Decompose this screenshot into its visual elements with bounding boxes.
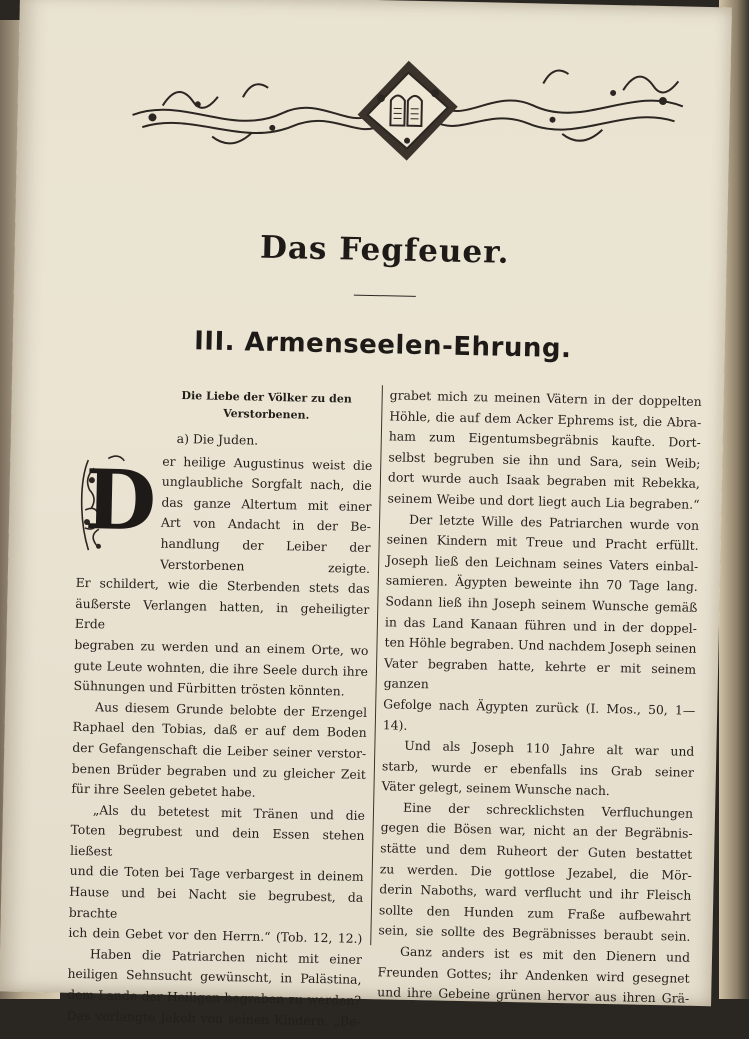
- text-line: seinem Weibe und dort liegt auch Lia begraben.“: [387, 488, 699, 515]
- text-line: dem Lande der Heiligen begraben zu werden?: [67, 985, 361, 1012]
- text-line: samieren. Ägypten beweinte ihn 70 Tage lang.: [386, 571, 698, 598]
- text-line: zu werden. Die gottlose Jezabel, die Mör-: [380, 859, 692, 886]
- text-line: stätte und dem Ruheort der Guten bestattet: [380, 838, 692, 865]
- text-line: Ganz anders ist es mit den Dienern und: [378, 941, 690, 968]
- paragraph-raphael: [71, 697, 367, 806]
- text-line: Vater begraben hatte, kehrte er mit seinem ganzen: [383, 653, 696, 701]
- text-line: sein, sie sollte des Begräbnisses beraubt sein.: [378, 921, 690, 948]
- section-heading: Die Liebe der Völker zu den Verstorbenen.: [159, 387, 374, 425]
- text-line: gegen die Bösen war, nicht an der Begräbnis-: [380, 818, 692, 845]
- drop-cap-letter: D: [82, 450, 158, 552]
- text-line: ten Höhle begraben. Und nachdem Joseph seinen: [384, 632, 696, 659]
- text-line: Freunden Gottes; ihr Andenken wird gesegnet: [377, 962, 689, 989]
- text-line: starb, wurde er ebenfalls ins Grab seiner: [382, 756, 694, 783]
- text-line: selbst begruben sie ihn und Sara, sein Weib;: [388, 447, 700, 474]
- page-title: Das Fegfeuer.: [214, 229, 555, 272]
- text-line: in das Land Kanaan führen und in der doppel-: [385, 612, 697, 639]
- text-line: er heilige Augustinus weist die: [78, 449, 372, 476]
- text-line: begraben zu werden und an einem Orte, wo: [74, 635, 368, 662]
- text-line: handlung der Leiber der Verstorbenen zeigte.: [76, 532, 371, 579]
- paragraph-letzter-wille: [383, 509, 700, 742]
- text-line: und die Toten bei Tage verbargest in deinem: [69, 861, 363, 888]
- text-line: grabet mich zu meinen Vätern in der doppelten: [390, 385, 702, 412]
- text-line: seinen Kindern mit Treue und Pracht erfüllt.: [386, 530, 698, 557]
- drop-cap: [76, 449, 158, 563]
- text-line: äußerste Verlangen hatten, in geheiligter Erde: [75, 594, 370, 641]
- text-line: heiligen Sehnsucht gewünscht, in Palästina,: [67, 964, 361, 991]
- text-line: dort wurde auch Isaak begraben mit Rebekka,: [388, 468, 700, 495]
- paragraph-tobias-quote: [68, 799, 365, 949]
- text-line: derin Naboths, ward verflucht und ihr Fleisch: [379, 880, 691, 907]
- text-line: Haben die Patriarchen nicht mit einer: [68, 944, 362, 971]
- text-line: das ganze Altertum mit einer: [77, 491, 371, 518]
- paragraph-begraebnis: [387, 385, 702, 515]
- chapter-heading: III. Armenseelen-Ehrung.: [163, 326, 604, 365]
- text-line: Art von Andacht in der Be-: [77, 511, 371, 538]
- text-line: ich dein Gebet vor den Herrn.“ (Tob. 12, 12.): [68, 923, 362, 950]
- tablets-of-law-ornament-icon: [122, 35, 694, 172]
- text-line: der Gefangenschaft die Leiber seiner verstor-: [72, 738, 366, 765]
- text-line: Gefolge nach Ägypten zurück (I. Mos., 50, 1—14).: [383, 694, 696, 742]
- text-line: Raphael den Tobias, daß er auf dem Boden: [72, 717, 366, 744]
- paragraph-diener-gottes: [377, 941, 690, 1009]
- text-line: und ihre Gebeine grünen hervor aus ihren Grä-: [377, 982, 689, 1009]
- text-line: Väter gelegt, seinem Wunsche nach.: [381, 777, 693, 804]
- paragraph-patriarchen: [66, 944, 362, 1033]
- text-line: Sodann ließ ihn Joseph seinem Wunsche gemäß: [385, 591, 697, 618]
- text-line: sollte den Hunden zum Fraße aufbewahrt: [379, 900, 691, 927]
- right-column: [377, 385, 702, 1009]
- text-line: benen Brüder begraben und zu gleicher Zeit: [72, 758, 366, 785]
- title-rule: [354, 295, 416, 297]
- subheading-juden: a) Die Juden.: [177, 429, 373, 454]
- text-line: Eine der schrecklichsten Verfluchungen: [381, 797, 693, 824]
- text-line: Und als Joseph 110 Jahre alt war und: [382, 735, 694, 762]
- text-line: für ihre Seelen gebetet habe.: [71, 779, 365, 806]
- left-column: [66, 379, 373, 1032]
- text-line: Aus diesem Grunde belobte der Erzengel: [73, 697, 367, 724]
- text-line: Sühnungen und Fürbitten trösten könnten.: [73, 676, 367, 703]
- text-line: gute Leute wohnten, die ihre Seele durch ihre: [74, 655, 368, 682]
- text-line: Er schildert, wie die Sterbenden stets das: [76, 573, 370, 600]
- text-line: Das verlangte Jakob von seinen Kindern. „Be-: [66, 1005, 360, 1032]
- text-line: Höhle, die auf dem Acker Ephrems ist, die Abra-: [389, 406, 701, 433]
- text-line: Toten begrubest und dein Essen stehen ließest: [70, 820, 365, 867]
- text-line: unglaubliche Sorgfalt nach, die: [78, 470, 372, 497]
- paragraph-joseph: [381, 735, 694, 803]
- paragraph-verfluchungen: [378, 797, 693, 948]
- text-line: „Als du betetest mit Tränen und die: [71, 799, 365, 826]
- text-line: ham zum Eigentumsbegräbnis kaufte. Dort-: [389, 427, 701, 454]
- text-line: Der letzte Wille des Patriarchen wurde von: [387, 509, 699, 536]
- text-line: Joseph ließ den Leichnam seines Vaters einbal-: [386, 550, 698, 577]
- text-line: Hause und bei Nacht sie begrubest, da brachte: [69, 882, 364, 929]
